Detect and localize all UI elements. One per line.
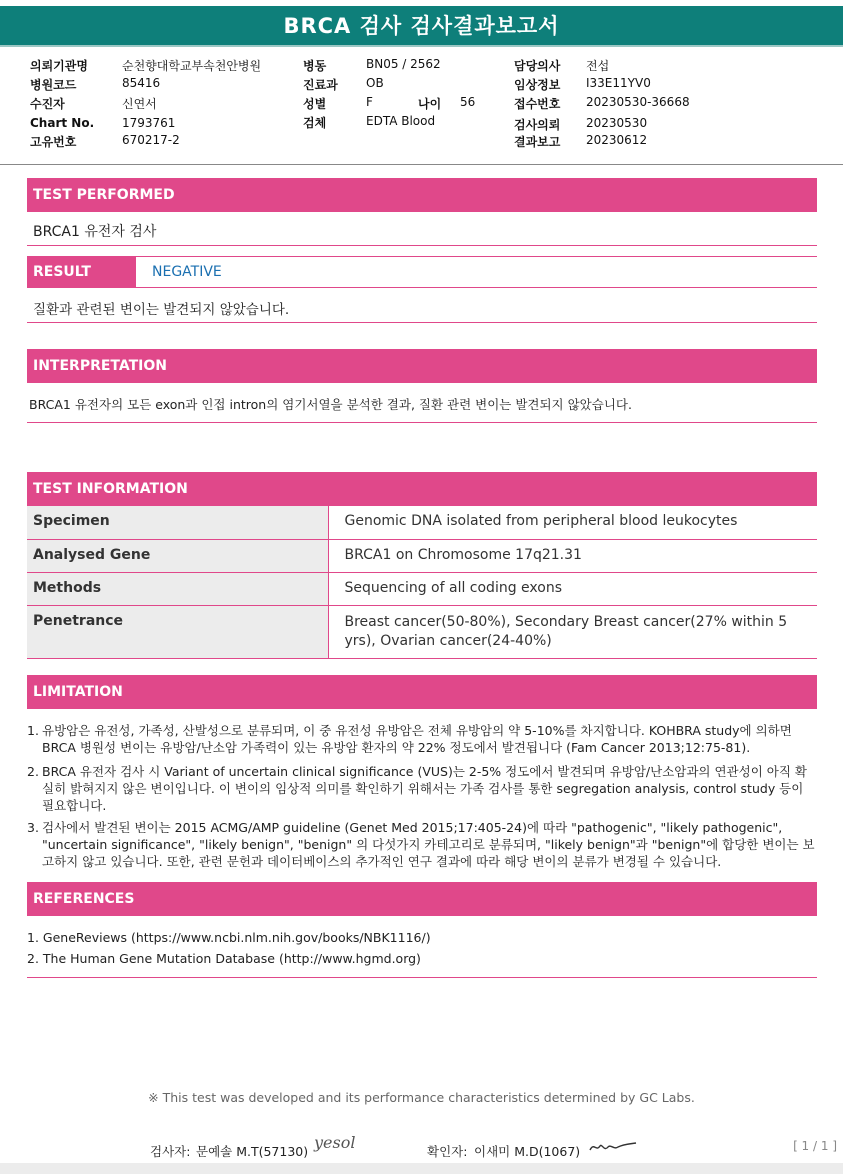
test-information-table xyxy=(27,506,817,659)
table-row xyxy=(27,605,817,658)
tester-label: 검사자: xyxy=(150,1144,191,1159)
result-label: RESULT xyxy=(27,257,136,287)
chart-no-label: Chart No. xyxy=(30,116,95,130)
specimen-type-label: 검체 xyxy=(303,116,327,130)
patient-name-label: 수진자 xyxy=(30,97,65,111)
analysed-gene-value: BRCA1 on Chromosome 17q21.31 xyxy=(328,539,817,572)
limitation-item-number: 2. xyxy=(27,764,39,779)
methods-key: Methods xyxy=(27,572,328,605)
test-performed-heading: TEST PERFORMED xyxy=(27,178,817,212)
reference-item-1: 1. GeneReviews (https://www.ncbi.nlm.nih.gov/books/NBK1116/) xyxy=(27,930,431,945)
limitation-item-3 xyxy=(27,819,817,870)
request-date-label: 검사의뢰 xyxy=(514,118,561,132)
department-value: OB xyxy=(366,76,384,90)
physician-value: 전섭 xyxy=(586,59,610,73)
table-row xyxy=(27,506,817,539)
reviewer-label: 확인자: xyxy=(427,1144,468,1159)
limitation-item-1 xyxy=(27,722,817,756)
analysed-gene-key: Analysed Gene xyxy=(27,539,328,572)
report-date-value: 20230612 xyxy=(586,133,648,147)
limitation-item-text: 유방암은 유전성, 가족성, 산발성으로 분류되며, 이 중 유전성 유방암은 전체 유방암의 약 5-10%를 차지합니다. KOHBRA study에 의하면 BRCA 병원성 변이는 유방암/난소암 가족력이 있는 유방암 환자의 약 22% 정도에서 발견됩니다 (Fam Cancer 2013;12:75-81). xyxy=(42,723,792,755)
bottom-strip xyxy=(0,1163,843,1174)
header-divider xyxy=(0,164,843,165)
sex-value: F xyxy=(366,95,373,109)
reviewer-signature-icon xyxy=(588,1138,638,1156)
page-indicator: [ 1 / 1 ] xyxy=(793,1139,837,1153)
clinical-info-value: I33E11YV0 xyxy=(586,76,651,90)
interpretation-divider xyxy=(27,422,817,423)
report-title-bar xyxy=(0,6,843,47)
result-text: 질환과 관련된 변이는 발견되지 않았습니다. xyxy=(33,302,290,318)
reviewer-name: 이새미 M.D(1067) xyxy=(474,1144,581,1159)
interpretation-text: BRCA1 유전자의 모든 exon과 인접 intron의 염기서열을 분석한 결과, 질환 관련 변이는 발견되지 않았습니다. xyxy=(29,397,632,412)
test-performed-divider xyxy=(27,245,817,246)
patient-name-value: 신연서 xyxy=(122,97,157,111)
physician-label: 담당의사 xyxy=(514,59,561,73)
clinical-info-label: 임상정보 xyxy=(514,78,561,92)
tester-signature: yesol xyxy=(314,1133,356,1152)
accession-no-label: 접수번호 xyxy=(514,97,561,111)
department-label: 진료과 xyxy=(303,78,338,92)
ward-label: 병동 xyxy=(303,59,327,73)
table-row xyxy=(27,572,817,605)
sex-label: 성별 xyxy=(303,97,327,111)
interpretation-heading: INTERPRETATION xyxy=(27,349,817,383)
ward-value: BN05 / 2562 xyxy=(366,57,441,71)
request-date-value: 20230530 xyxy=(586,116,648,130)
limitation-item-2 xyxy=(27,763,817,814)
hospital-code-label: 병원코드 xyxy=(30,78,77,92)
specimen-value: Genomic DNA isolated from peripheral blood leukocytes xyxy=(328,506,817,539)
test-performed-value: BRCA1 유전자 검사 xyxy=(33,224,157,240)
chart-no-value: 1793761 xyxy=(122,116,176,130)
accession-no-value: 20230530-36668 xyxy=(586,95,690,109)
references-heading: REFERENCES xyxy=(27,882,817,916)
limitation-item-text: 검사에서 발견된 변이는 2015 ACMG/AMP guideline (Genet Med 2015;17:405-24)에 따라 "pathogenic", "likely pathogenic", "uncertain significance", "likely benign", "benign" 의 다섯가지 카테고리로 분류되며, "likely benign"과 "benign"에 합당한 변이는 보고하지 않고 있습니다. 또한, 관련 문헌과 데이터베이스의 추가적인 연구 결과에 따라 해당 변이의 분류가 변경될 수 있습니다. xyxy=(42,820,815,869)
methods-value: Sequencing of all coding exons xyxy=(328,572,817,605)
limitation-item-text: BRCA 유전자 검사 시 Variant of uncertain clinical significance (VUS)는 2-5% 정도에서 발견되며 유방암/난소암과의 연관성이 아직 확실히 밝혀지지 않은 변이입니다. 이 변이의 임상적 의미를 확인하기 위해서는 가족 검사를 통한 segregation analysis, control study 등이 필요합니다. xyxy=(42,764,807,813)
references-divider xyxy=(27,977,817,978)
report-title: BRCA 검사 검사결과보고서 xyxy=(283,14,560,38)
report-date-label: 결과보고 xyxy=(514,135,561,149)
limitation-item-number: 1. xyxy=(27,723,39,738)
test-information-heading: TEST INFORMATION xyxy=(27,472,817,506)
unique-id-label: 고유번호 xyxy=(30,135,77,149)
result-row xyxy=(27,256,817,288)
penetrance-value: Breast cancer(50-80%), Secondary Breast cancer(27% within 5 yrs), Ovarian cancer(24-40%) xyxy=(328,605,817,658)
referring-institution-label: 의뢰기관명 xyxy=(30,59,88,73)
hospital-code-value: 85416 xyxy=(122,76,161,90)
penetrance-key: Penetrance xyxy=(27,605,328,658)
age-value: 56 xyxy=(460,95,476,109)
referring-institution-value: 순천향대학교부속천안병원 xyxy=(122,59,262,73)
table-row xyxy=(27,539,817,572)
result-value: NEGATIVE xyxy=(152,264,222,280)
limitation-item-number: 3. xyxy=(27,820,39,835)
tester-name: 문예솔 M.T(57130) xyxy=(196,1144,309,1159)
specimen-key: Specimen xyxy=(27,506,328,539)
reference-item-2: 2. The Human Gene Mutation Database (http://www.hgmd.org) xyxy=(27,951,421,966)
limitation-heading: LIMITATION xyxy=(27,675,817,709)
unique-id-value: 670217-2 xyxy=(122,133,180,147)
specimen-type-value: EDTA Blood xyxy=(366,114,436,128)
footnote: ※ This test was developed and its performance characteristics determined by GC Labs. xyxy=(148,1090,695,1105)
age-label: 나이 xyxy=(418,97,442,111)
result-divider xyxy=(27,322,817,323)
